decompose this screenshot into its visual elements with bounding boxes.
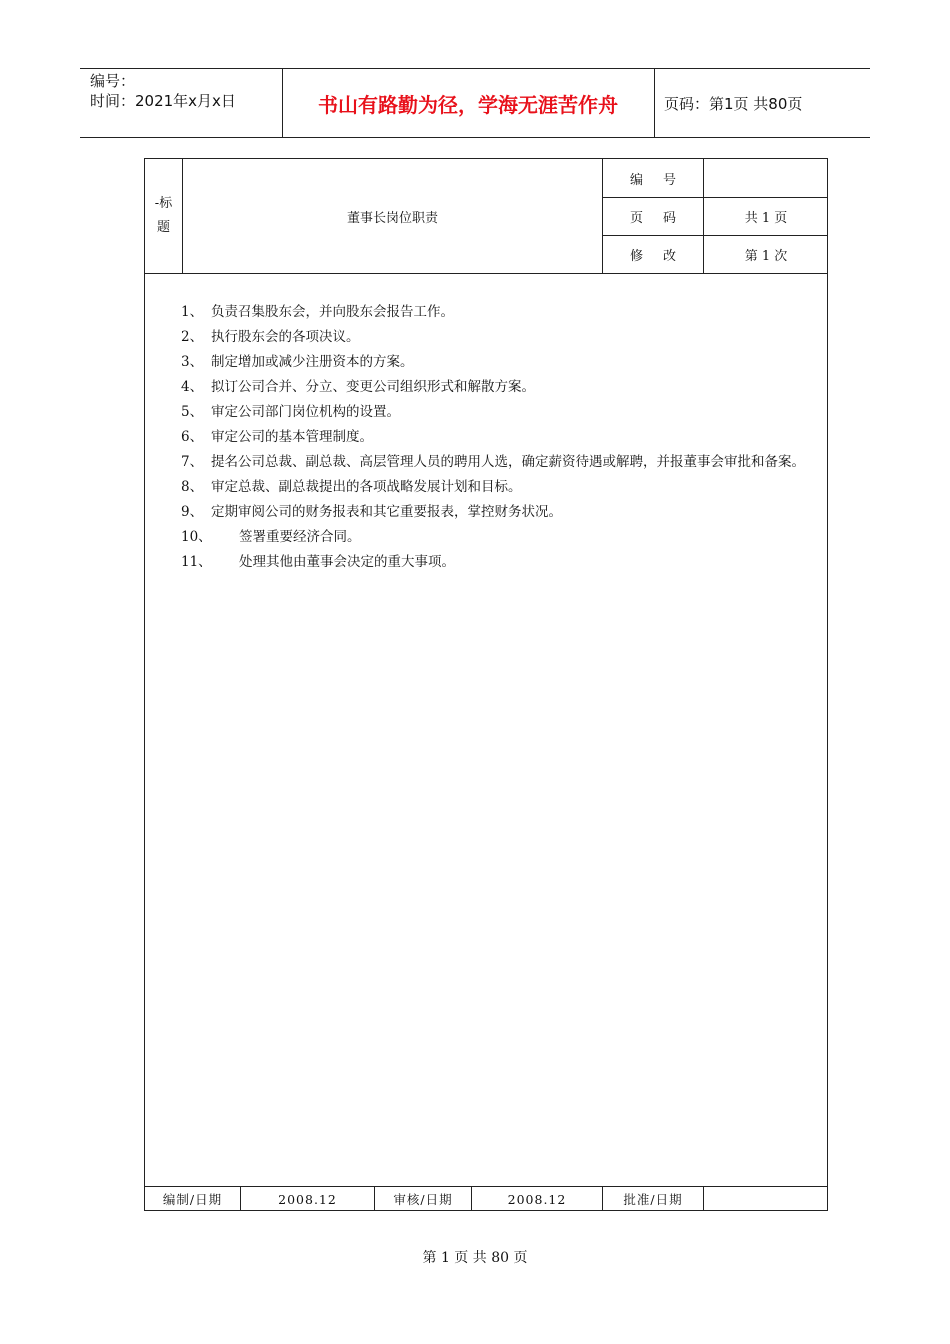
job-description-form — [144, 158, 828, 1211]
list-item — [181, 450, 821, 475]
header-time-label: 时间：2021年x月x日 — [90, 92, 236, 110]
meta-value-revision: 第 1 次 — [744, 249, 788, 264]
list-item-text: 执行股东会的各项决议。 — [211, 329, 360, 345]
list-item — [181, 325, 821, 350]
list-item-number: 6、 — [181, 429, 204, 445]
meta-label-revision: 修改 — [629, 249, 696, 264]
list-item-text: 拟订公司合并、分立、变更公司组织形式和解散方案。 — [211, 379, 535, 395]
list-item-number: 2、 — [181, 329, 204, 345]
list-item-text: 审定总裁、副总裁提出的各项战略发展计划和目标。 — [211, 479, 522, 495]
approved-date — [704, 1187, 828, 1211]
prepared-date: 2008.12 — [278, 1191, 337, 1207]
prepared-label: 编制/日期 — [162, 1192, 223, 1207]
document-header — [80, 68, 870, 138]
list-item — [181, 525, 821, 550]
list-item-text: 负责召集股东会，并向股东会报告工作。 — [211, 304, 454, 320]
side-label-line: -标 — [154, 196, 173, 211]
list-item — [181, 475, 821, 500]
list-item-text: 定期审阅公司的财务报表和其它重要报表，掌控财务状况。 — [211, 504, 562, 520]
list-item-number: 9、 — [181, 504, 204, 520]
meta-label-number: 编号 — [629, 172, 696, 188]
header-page-info: 页码：第1页 共80页 — [664, 95, 803, 113]
reviewed-date: 2008.12 — [507, 1191, 567, 1207]
list-item — [181, 500, 821, 525]
reviewed-label: 审核/日期 — [393, 1192, 453, 1207]
list-item-number: 11、 — [181, 554, 212, 570]
list-item-number: 5、 — [181, 404, 204, 420]
header-divider — [654, 69, 655, 137]
list-item — [181, 300, 821, 325]
list-item-number: 8、 — [181, 479, 204, 495]
list-item-text: 审定公司部门岗位机构的设置。 — [211, 404, 400, 420]
list-item-number: 7、 — [181, 454, 204, 470]
list-item-text: 制定增加或减少注册资本的方案。 — [211, 354, 414, 370]
header-meta — [90, 71, 236, 111]
side-label — [145, 159, 182, 273]
meta-value-number — [704, 159, 828, 197]
list-item-text: 签署重要经济合同。 — [239, 529, 361, 545]
list-item — [181, 400, 821, 425]
list-item-text: 审定公司的基本管理制度。 — [211, 429, 373, 445]
list-item — [181, 350, 821, 375]
grid-line — [145, 273, 828, 274]
list-item — [181, 550, 821, 575]
list-item-text: 处理其他由董事会决定的重大事项。 — [239, 554, 455, 570]
side-label-line: 题 — [156, 220, 170, 235]
list-item-number: 1、 — [181, 304, 204, 320]
list-item-number: 3、 — [181, 354, 204, 370]
list-item — [181, 425, 821, 450]
list-item-number: 10、 — [181, 529, 212, 545]
meta-label-page: 页码 — [629, 211, 696, 226]
approved-label: 批准/日期 — [623, 1192, 683, 1207]
form-title: 董事长岗位职责 — [346, 210, 438, 226]
duties-list — [181, 300, 821, 575]
list-item — [181, 375, 821, 400]
meta-value-page: 共 1 页 — [744, 211, 788, 226]
list-item-text: 提名公司总裁、副总裁、高层管理人员的聘用人选，确定薪资待遇或解聘，并报董事会审批和备案。 — [211, 454, 805, 470]
page-footer: 第 1 页 共 80 页 — [422, 1250, 528, 1266]
list-item-number: 4、 — [181, 379, 204, 395]
header-motto: 书山有路勤为径，学海无涯苦作舟 — [318, 93, 618, 117]
header-number-label: 编号： — [90, 72, 136, 90]
